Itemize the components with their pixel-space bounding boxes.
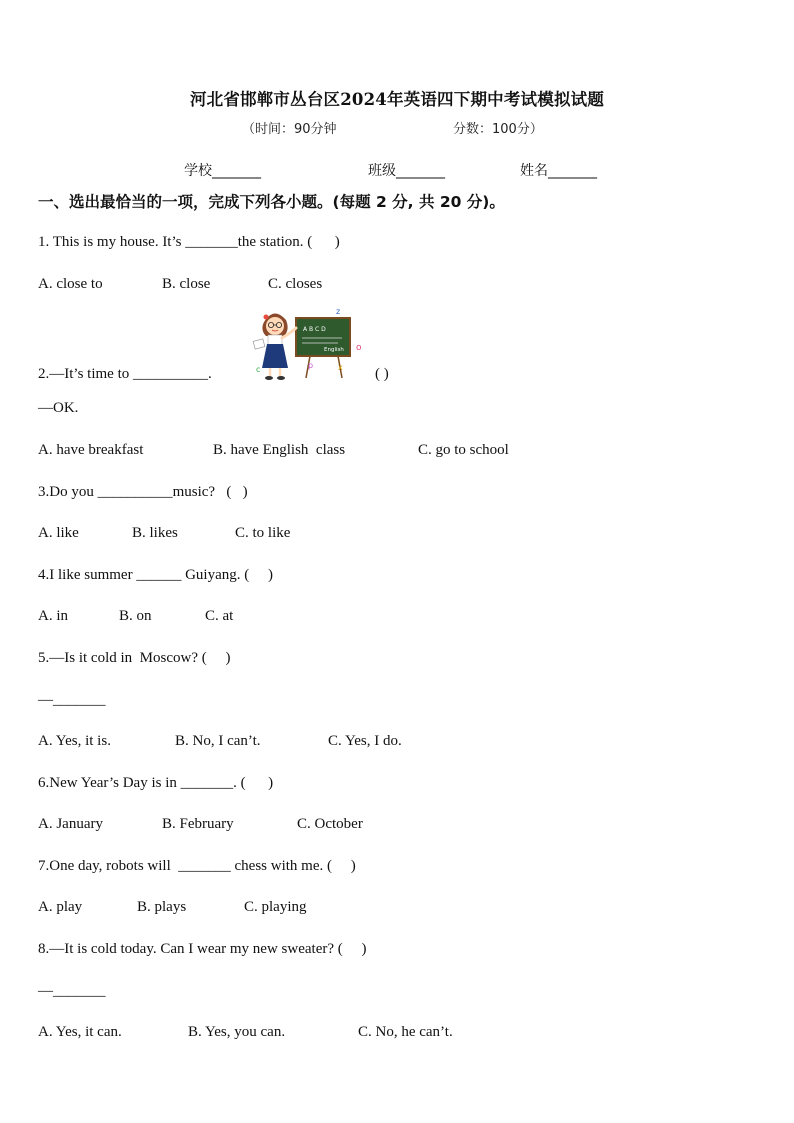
q2-paren: ( ) xyxy=(375,366,389,382)
book xyxy=(253,339,265,349)
q2-option-c: C. go to school xyxy=(418,442,509,458)
q4-option-b: B. on xyxy=(119,608,152,624)
q8-option-c: C. No, he can’t. xyxy=(358,1024,453,1040)
letter-x: x xyxy=(338,363,343,372)
q2-option-b: B. have English class xyxy=(213,442,346,458)
board-label: English xyxy=(324,347,344,353)
q6-option-c: C. October xyxy=(297,816,363,832)
question-4: 4.I like summer ______ Guiyang. ( ) xyxy=(38,567,273,583)
name-field: 姓名_______ xyxy=(520,163,597,179)
board-text: A B C D xyxy=(303,326,326,333)
letter-c: c xyxy=(256,365,261,374)
q5-option-c: C. Yes, I do. xyxy=(328,733,402,749)
letter-o: o xyxy=(356,343,362,353)
q6-option-a: A. January xyxy=(38,816,103,832)
question-2: 2.—It’s time to __________. xyxy=(38,366,212,382)
exam-time: （时间：90分钟 xyxy=(242,122,337,137)
question-1: 1. This is my house. It’s _______the station. ( ) xyxy=(38,234,340,250)
q7-option-a: A. play xyxy=(38,899,83,915)
letter-z: z xyxy=(336,307,341,316)
q5-option-a: A. Yes, it is. xyxy=(38,733,111,749)
school-field: 学校_______ xyxy=(184,163,261,179)
q6-option-b: B. February xyxy=(162,816,234,832)
q2-reply: —OK. xyxy=(38,400,79,416)
question-6: 6.New Year’s Day is in _______. ( ) xyxy=(38,775,274,791)
q1-option-c: C. closes xyxy=(268,276,323,292)
q7-option-c: C. playing xyxy=(244,899,307,915)
question-8: 8.—It is cold today. Can I wear my new sweater? ( ) xyxy=(38,941,367,957)
q5-option-b: B. No, I can’t. xyxy=(175,733,261,749)
q3-option-b: B. likes xyxy=(132,525,178,541)
question-5: 5.—Is it cold in Moscow? ( ) xyxy=(38,650,231,666)
teacher-blackboard-illustration xyxy=(250,302,368,384)
exam-score: 分数：100分） xyxy=(453,122,543,137)
q8-option-b: B. Yes, you can. xyxy=(188,1024,286,1040)
q4-option-a: A. in xyxy=(38,608,68,624)
q2-option-a: A. have breakfast xyxy=(38,442,144,458)
girl-dress xyxy=(262,344,288,368)
question-3: 3.Do you __________music? ( ) xyxy=(38,484,248,500)
q3-option-a: A. like xyxy=(38,525,79,541)
q8-reply: —_______ xyxy=(38,983,106,999)
q3-option-c: C. to like xyxy=(235,525,291,541)
page-title: 河北省邯郸市丛台区2024年英语四下期中考试模拟试题 xyxy=(189,90,605,109)
question-7: 7.One day, robots will _______ chess with me. ( ) xyxy=(38,858,356,874)
q8-option-a: A. Yes, it can. xyxy=(38,1024,122,1040)
letter-p: p xyxy=(308,361,314,370)
q1-option-a: A. close to xyxy=(38,276,103,292)
q5-reply: —_______ xyxy=(38,692,106,708)
section-heading: 一、选出最恰当的一项，完成下列各小题。(每题 2 分, 共 20 分)。 xyxy=(38,193,505,211)
q1-option-b: B. close xyxy=(162,276,211,292)
q4-option-c: C. at xyxy=(205,608,234,624)
class-field: 班级_______ xyxy=(368,163,445,179)
q7-option-b: B. plays xyxy=(137,899,187,915)
hair-bow xyxy=(264,315,269,320)
